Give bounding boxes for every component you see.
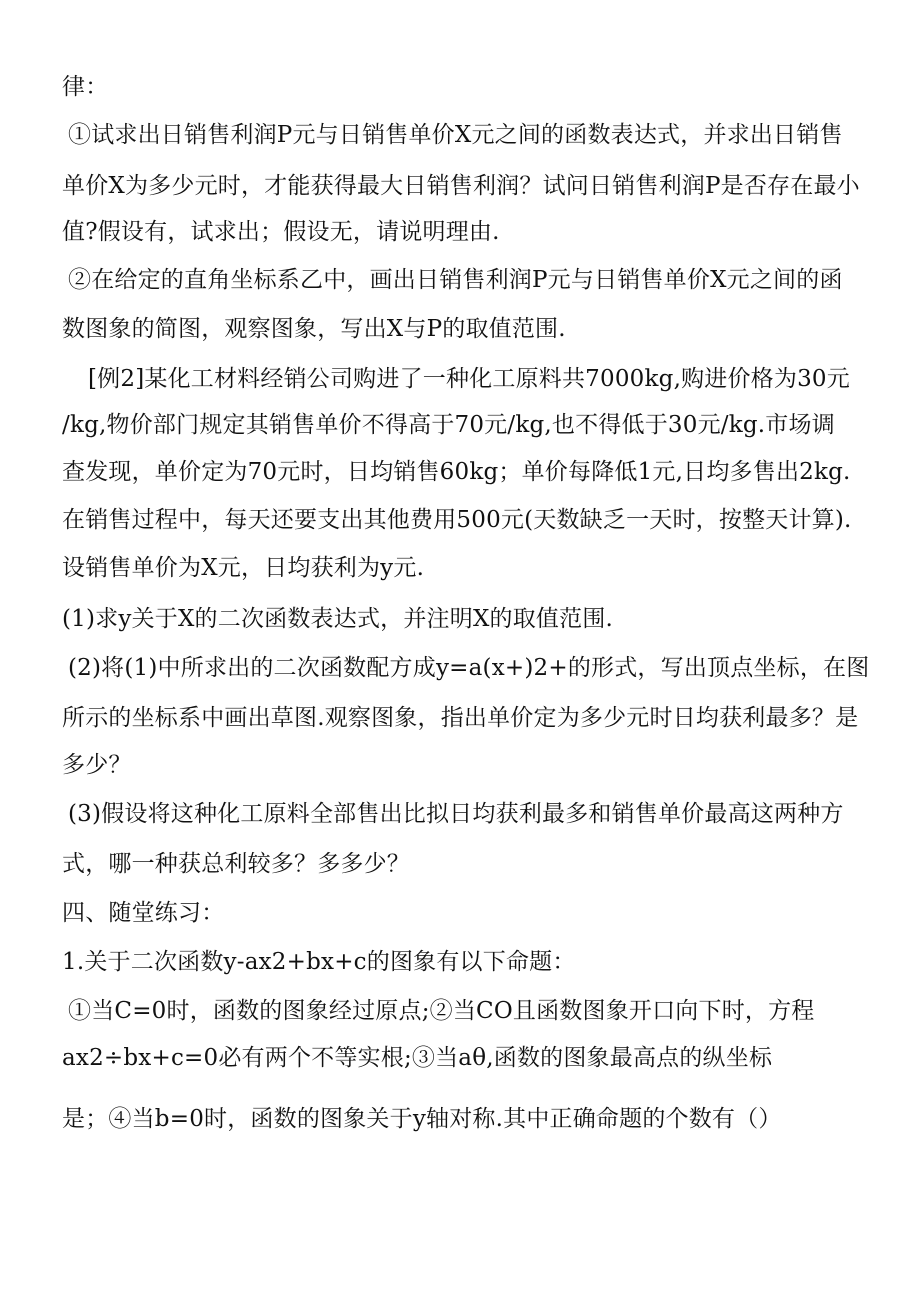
- text-line: 四、随堂练习：: [62, 900, 225, 926]
- text-line: (3)假设将这种化工原料全部售出比拟日均获利最多和销售单价最高这两种方: [68, 801, 844, 827]
- text-line: ax2÷bx+c=0必有两个不等实根;③当aθ,函数的图象最高点的纵坐标: [62, 1045, 773, 1071]
- text-line: ①试求出日销售利润P元与日销售单价X元之间的函数表达式，并求出日销售: [68, 122, 843, 148]
- text-line: (1)求y关于X的二次函数表达式，并注明X的取值范围.: [62, 606, 614, 632]
- text-line: 单价X为多少元时，才能获得最大日销售利润？试问日销售利润P是否存在最小: [62, 173, 860, 199]
- text-line: 1.关于二次函数y-ax2+bx+c的图象有以下命题：: [62, 949, 576, 975]
- text-line: 是；④当b=0时，函数的图象关于y轴对称.其中正确命题的个数有（）: [62, 1106, 782, 1132]
- text-line: 数图象的简图，观察图象，写出X与P的取值范围.: [62, 316, 566, 342]
- text-line: 在销售过程中，每天还要支出其他费用500元(天数缺乏一天时，按整天计算).: [62, 507, 852, 533]
- text-line: 设销售单价为X元，日均获利为y元.: [62, 555, 425, 581]
- text-line: (2)将(1)中所求出的二次函数配方成y=a(x+)2+的形式，写出顶点坐标，在图: [68, 655, 870, 681]
- text-line: 多少？: [62, 752, 132, 778]
- text-line: 值?假设有，试求出；假设无，请说明理由.: [62, 219, 500, 245]
- text-line: /kg,物价部门规定其销售单价不得高于70元/kg,也不得低于30元/kg.市场调: [62, 412, 835, 438]
- text-line: ①当C=0时，函数的图象经过原点;②当CO且函数图象开口向下时，方程: [68, 998, 815, 1024]
- text-line: 查发现，单价定为70元时，日均销售60kg；单价每降低1元,日均多售出2kg.: [62, 459, 851, 485]
- text-line: 所示的坐标系中画出草图.观察图象，指出单价定为多少元时日均获利最多？是: [62, 705, 859, 731]
- text-line: [例2]某化工材料经销公司购进了一种化工原料共7000kg,购进价格为30元: [88, 366, 850, 392]
- text-line: 式，哪一种获总利较多？多多少？: [62, 851, 410, 877]
- text-line: ②在给定的直角坐标系乙中，画出日销售利润P元与日销售单价X元之间的函: [68, 267, 843, 293]
- text-line: 律：: [62, 74, 109, 100]
